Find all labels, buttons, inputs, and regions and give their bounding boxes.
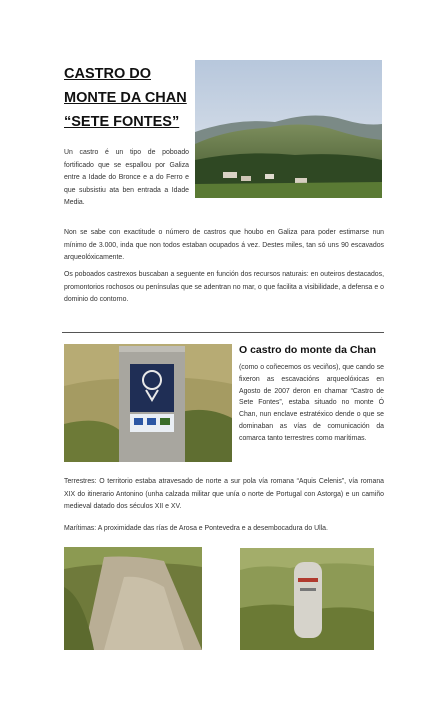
maritimas-paragraph: Marítimas: A proximidade das rías de Arosa e Pontevedra e a desembocadura do Ulla. bbox=[64, 525, 328, 532]
section-divider bbox=[62, 332, 384, 333]
landscape-photo bbox=[195, 60, 382, 198]
castros-count-paragraph: Non se sabe con exactitude o número de castros que houbo en Galiza para poder estimarse nun mínimo de 3.000, inda que non todos estaban ocupados á vez. Destes miles, tan só uns 90 escavados arqueolóxicamente. bbox=[64, 229, 384, 262]
stone-marker-photo bbox=[64, 344, 232, 462]
page-title bbox=[64, 62, 192, 134]
section-paragraph: (como o coñecemos os veciños), que cando se fixeron as escavacións arqueolóxicas en Agosto de 2007 deron en chamar “Castro de Sete Fontes”, estaba situado no monte Ó Chan, nun enclave estratéxico dende o que se dominaban as vías de comunicación da comarca tanto terrestres como marítimas. bbox=[239, 364, 384, 442]
terrestres-paragraph: Terrestres: O territorio estaba atravesado de norte a sur pola vía romana “Aquis Celenis”, vía romana XIX do itinerario Antonino (unha calzada militar que unía o norte de Portugal con Astorga) e un camiño medieval datado dos séculos XII e XV. bbox=[64, 478, 384, 511]
title-line-3: “SETE FONTES” bbox=[64, 114, 180, 130]
stone-post-photo bbox=[240, 548, 374, 650]
intro-paragraph: Un castro é un tipo de poboado fortificado que se espallou por Galiza entre a Idade do Bronce e a do Ferro e que subsistiu ata ben entrada a Idade Media. bbox=[64, 149, 189, 207]
dirt-path-photo bbox=[64, 547, 202, 650]
section-heading: O castro do monte da Chan bbox=[239, 344, 377, 356]
title-line-2: MONTE DA CHAN bbox=[64, 90, 187, 106]
title-line-1: CASTRO DO bbox=[64, 66, 151, 82]
location-paragraph: Os poboados castrexos buscaban a seguente en función dos recursos naturais: en outeiros destacados, promontorios rochosos ou penínsulas que se adentran no mar, o que facilita a visibilidade, a defensa e o dominio do contorno. bbox=[64, 271, 384, 304]
